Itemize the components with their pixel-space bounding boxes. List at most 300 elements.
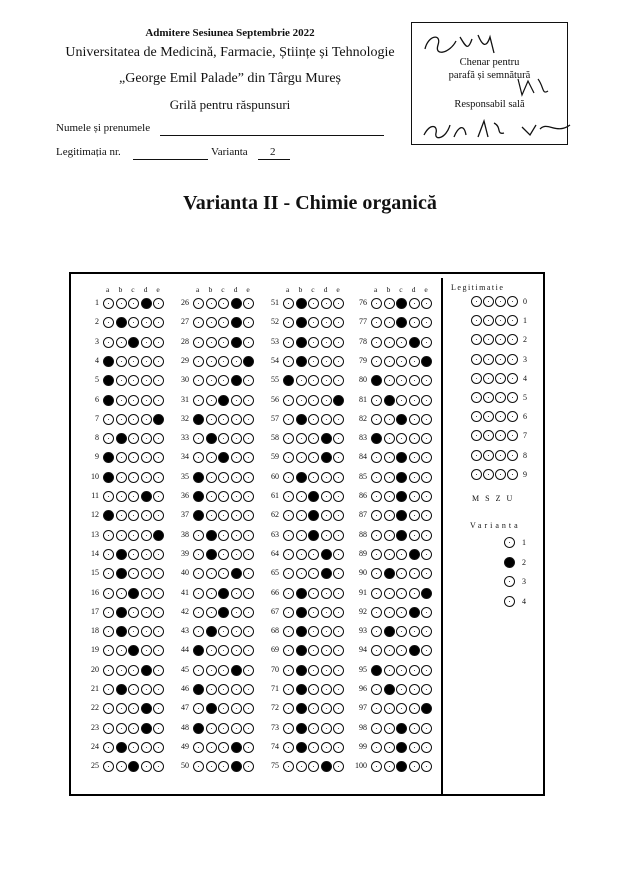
answer-bubble-filled[interactable] [116, 317, 127, 328]
answer-bubble[interactable] [116, 414, 127, 425]
answer-bubble[interactable] [409, 588, 420, 599]
answer-bubble[interactable] [396, 356, 407, 367]
answer-bubble-filled[interactable] [116, 626, 127, 637]
answer-bubble-filled[interactable] [396, 414, 407, 425]
answer-bubble[interactable] [321, 665, 332, 676]
answer-bubble-filled[interactable] [103, 395, 114, 406]
answer-bubble[interactable] [218, 549, 229, 560]
answer-bubble[interactable] [384, 703, 395, 714]
answer-bubble-filled[interactable] [141, 723, 152, 734]
answer-bubble[interactable] [283, 298, 294, 309]
answer-bubble[interactable] [141, 395, 152, 406]
answer-bubble[interactable] [128, 414, 139, 425]
answer-bubble[interactable] [371, 742, 382, 753]
answer-bubble[interactable] [371, 588, 382, 599]
answer-bubble[interactable] [409, 723, 420, 734]
answer-bubble[interactable] [141, 761, 152, 772]
answer-bubble[interactable] [296, 433, 307, 444]
answer-bubble[interactable] [141, 568, 152, 579]
answer-bubble[interactable] [396, 337, 407, 348]
answer-bubble[interactable] [193, 395, 204, 406]
answer-bubble[interactable] [421, 337, 432, 348]
answer-bubble[interactable] [193, 665, 204, 676]
answer-bubble[interactable] [218, 337, 229, 348]
answer-bubble[interactable] [231, 723, 242, 734]
answer-bubble[interactable] [308, 723, 319, 734]
answer-bubble[interactable] [283, 414, 294, 425]
answer-bubble[interactable] [141, 472, 152, 483]
answer-bubble[interactable] [421, 395, 432, 406]
answer-bubble[interactable] [153, 395, 164, 406]
answer-bubble[interactable] [206, 665, 217, 676]
answer-bubble[interactable] [333, 723, 344, 734]
name-field[interactable] [160, 135, 384, 136]
answer-bubble[interactable] [283, 530, 294, 541]
answer-bubble-filled[interactable] [231, 568, 242, 579]
answer-bubble[interactable] [283, 588, 294, 599]
answer-bubble-filled[interactable] [296, 356, 307, 367]
answer-bubble[interactable] [206, 684, 217, 695]
answer-bubble-filled[interactable] [321, 433, 332, 444]
answer-bubble-filled[interactable] [396, 742, 407, 753]
answer-bubble-filled[interactable] [421, 588, 432, 599]
answer-bubble[interactable] [141, 530, 152, 541]
legitimatie-bubble[interactable] [495, 354, 506, 365]
answer-bubble[interactable] [321, 356, 332, 367]
answer-bubble[interactable] [231, 395, 242, 406]
answer-bubble-filled[interactable] [141, 298, 152, 309]
answer-bubble[interactable] [128, 549, 139, 560]
answer-bubble[interactable] [283, 684, 294, 695]
legitimatie-bubble[interactable] [495, 392, 506, 403]
answer-bubble[interactable] [384, 452, 395, 463]
answer-bubble[interactable] [206, 723, 217, 734]
answer-bubble[interactable] [384, 491, 395, 502]
answer-bubble-filled[interactable] [296, 414, 307, 425]
answer-bubble[interactable] [206, 452, 217, 463]
answer-bubble[interactable] [116, 588, 127, 599]
answer-bubble[interactable] [321, 607, 332, 618]
answer-bubble[interactable] [371, 491, 382, 502]
answer-bubble[interactable] [128, 356, 139, 367]
answer-bubble[interactable] [116, 665, 127, 676]
answer-bubble-filled[interactable] [116, 684, 127, 695]
legitimatie-bubble[interactable] [507, 450, 518, 461]
answer-bubble[interactable] [116, 510, 127, 521]
answer-bubble-filled[interactable] [116, 568, 127, 579]
answer-bubble[interactable] [384, 761, 395, 772]
answer-bubble-filled[interactable] [193, 684, 204, 695]
answer-bubble-filled[interactable] [206, 626, 217, 637]
answer-bubble[interactable] [116, 491, 127, 502]
answer-bubble[interactable] [231, 588, 242, 599]
answer-bubble[interactable] [128, 472, 139, 483]
answer-bubble[interactable] [321, 684, 332, 695]
answer-bubble[interactable] [206, 491, 217, 502]
answer-bubble[interactable] [384, 742, 395, 753]
answer-bubble[interactable] [153, 588, 164, 599]
answer-bubble-filled[interactable] [231, 298, 242, 309]
answer-bubble[interactable] [421, 530, 432, 541]
answer-bubble[interactable] [116, 395, 127, 406]
answer-bubble-filled[interactable] [193, 723, 204, 734]
answer-bubble[interactable] [116, 761, 127, 772]
answer-bubble[interactable] [384, 414, 395, 425]
answer-bubble[interactable] [396, 395, 407, 406]
answer-bubble[interactable] [193, 530, 204, 541]
answer-bubble[interactable] [283, 395, 294, 406]
answer-bubble[interactable] [384, 549, 395, 560]
answer-bubble[interactable] [193, 298, 204, 309]
answer-bubble-filled[interactable] [321, 549, 332, 560]
answer-bubble[interactable] [128, 607, 139, 618]
varianta-bubble[interactable] [504, 596, 515, 607]
answer-bubble-filled[interactable] [296, 742, 307, 753]
answer-bubble[interactable] [283, 337, 294, 348]
legitimatie-bubble[interactable] [483, 469, 494, 480]
answer-bubble[interactable] [409, 298, 420, 309]
answer-bubble[interactable] [308, 607, 319, 618]
answer-bubble[interactable] [206, 742, 217, 753]
varianta-bubble[interactable] [504, 576, 515, 587]
answer-bubble[interactable] [218, 530, 229, 541]
answer-bubble[interactable] [321, 395, 332, 406]
answer-bubble[interactable] [206, 317, 217, 328]
answer-bubble[interactable] [308, 337, 319, 348]
answer-bubble-filled[interactable] [321, 761, 332, 772]
answer-bubble-filled[interactable] [206, 530, 217, 541]
answer-bubble[interactable] [296, 549, 307, 560]
answer-bubble-filled[interactable] [296, 472, 307, 483]
answer-bubble[interactable] [218, 742, 229, 753]
answer-bubble[interactable] [421, 723, 432, 734]
answer-bubble-filled[interactable] [116, 549, 127, 560]
answer-bubble-filled[interactable] [231, 742, 242, 753]
answer-bubble[interactable] [321, 742, 332, 753]
answer-bubble[interactable] [409, 414, 420, 425]
answer-bubble[interactable] [296, 395, 307, 406]
answer-bubble[interactable] [103, 298, 114, 309]
varianta-bubble-selected[interactable] [504, 557, 515, 568]
answer-bubble-filled[interactable] [409, 337, 420, 348]
answer-bubble-filled[interactable] [206, 549, 217, 560]
answer-bubble[interactable] [371, 549, 382, 560]
answer-bubble[interactable] [116, 472, 127, 483]
answer-bubble[interactable] [321, 414, 332, 425]
answer-bubble[interactable] [141, 433, 152, 444]
answer-bubble[interactable] [206, 356, 217, 367]
answer-bubble-filled[interactable] [384, 684, 395, 695]
answer-bubble[interactable] [396, 588, 407, 599]
answer-bubble[interactable] [141, 588, 152, 599]
legitimatie-bubble[interactable] [507, 354, 518, 365]
answer-bubble[interactable] [243, 530, 254, 541]
answer-bubble[interactable] [206, 588, 217, 599]
answer-bubble-filled[interactable] [116, 742, 127, 753]
answer-bubble[interactable] [384, 510, 395, 521]
answer-bubble[interactable] [116, 452, 127, 463]
answer-bubble[interactable] [308, 588, 319, 599]
answer-bubble[interactable] [103, 684, 114, 695]
answer-bubble[interactable] [308, 665, 319, 676]
answer-bubble-filled[interactable] [193, 491, 204, 502]
answer-bubble[interactable] [116, 337, 127, 348]
answer-bubble-filled[interactable] [193, 414, 204, 425]
answer-bubble[interactable] [193, 607, 204, 618]
answer-bubble-filled[interactable] [333, 395, 344, 406]
answer-bubble[interactable] [333, 588, 344, 599]
answer-bubble[interactable] [231, 549, 242, 560]
answer-bubble[interactable] [141, 337, 152, 348]
legitimatie-bubble[interactable] [483, 354, 494, 365]
answer-bubble[interactable] [371, 414, 382, 425]
answer-bubble[interactable] [231, 414, 242, 425]
answer-bubble[interactable] [103, 607, 114, 618]
answer-bubble-filled[interactable] [231, 375, 242, 386]
answer-bubble[interactable] [409, 626, 420, 637]
legitimatie-bubble[interactable] [471, 354, 482, 365]
answer-bubble-filled[interactable] [396, 723, 407, 734]
answer-bubble[interactable] [283, 607, 294, 618]
answer-bubble[interactable] [409, 742, 420, 753]
answer-bubble[interactable] [206, 414, 217, 425]
answer-bubble[interactable] [396, 665, 407, 676]
answer-bubble[interactable] [218, 472, 229, 483]
answer-bubble[interactable] [308, 472, 319, 483]
answer-bubble[interactable] [333, 337, 344, 348]
answer-bubble[interactable] [283, 742, 294, 753]
answer-bubble[interactable] [321, 723, 332, 734]
answer-bubble-filled[interactable] [218, 588, 229, 599]
answer-bubble-filled[interactable] [296, 337, 307, 348]
legitimatie-bubble[interactable] [471, 373, 482, 384]
answer-bubble-filled[interactable] [409, 549, 420, 560]
answer-bubble-filled[interactable] [296, 607, 307, 618]
answer-bubble[interactable] [283, 723, 294, 734]
answer-bubble[interactable] [384, 298, 395, 309]
answer-bubble-filled[interactable] [296, 703, 307, 714]
answer-bubble[interactable] [409, 665, 420, 676]
answer-bubble[interactable] [321, 530, 332, 541]
answer-bubble[interactable] [116, 530, 127, 541]
answer-bubble[interactable] [409, 356, 420, 367]
answer-bubble[interactable] [128, 723, 139, 734]
answer-bubble-filled[interactable] [103, 472, 114, 483]
answer-bubble[interactable] [321, 491, 332, 502]
answer-bubble[interactable] [371, 607, 382, 618]
answer-bubble[interactable] [321, 375, 332, 386]
answer-bubble[interactable] [409, 433, 420, 444]
answer-bubble-filled[interactable] [321, 568, 332, 579]
answer-bubble[interactable] [409, 375, 420, 386]
answer-bubble[interactable] [384, 356, 395, 367]
answer-bubble[interactable] [333, 530, 344, 541]
varianta-bubble[interactable] [504, 537, 515, 548]
answer-bubble-filled[interactable] [231, 761, 242, 772]
answer-bubble-filled[interactable] [231, 665, 242, 676]
answer-bubble-filled[interactable] [384, 568, 395, 579]
answer-bubble-filled[interactable] [218, 607, 229, 618]
answer-bubble-filled[interactable] [384, 395, 395, 406]
answer-bubble[interactable] [243, 588, 254, 599]
answer-bubble[interactable] [141, 742, 152, 753]
legitimatie-bubble[interactable] [471, 392, 482, 403]
answer-bubble-filled[interactable] [141, 491, 152, 502]
answer-bubble[interactable] [231, 472, 242, 483]
answer-bubble[interactable] [296, 530, 307, 541]
answer-bubble[interactable] [231, 356, 242, 367]
answer-bubble[interactable] [103, 491, 114, 502]
legitimatie-bubble[interactable] [495, 450, 506, 461]
answer-bubble[interactable] [371, 723, 382, 734]
answer-bubble[interactable] [231, 626, 242, 637]
answer-bubble[interactable] [193, 742, 204, 753]
legitimatie-bubble[interactable] [483, 450, 494, 461]
answer-bubble[interactable] [384, 723, 395, 734]
legitimatie-bubble[interactable] [507, 392, 518, 403]
answer-bubble-filled[interactable] [116, 433, 127, 444]
answer-bubble[interactable] [116, 298, 127, 309]
answer-bubble[interactable] [206, 298, 217, 309]
answer-bubble[interactable] [371, 472, 382, 483]
answer-bubble[interactable] [409, 761, 420, 772]
legitimatie-bubble[interactable] [507, 469, 518, 480]
answer-bubble[interactable] [396, 549, 407, 560]
answer-bubble[interactable] [371, 684, 382, 695]
answer-bubble[interactable] [231, 684, 242, 695]
answer-bubble[interactable] [321, 588, 332, 599]
answer-bubble[interactable] [103, 414, 114, 425]
answer-bubble[interactable] [231, 607, 242, 618]
answer-bubble[interactable] [283, 356, 294, 367]
answer-bubble[interactable] [206, 645, 217, 656]
answer-bubble[interactable] [218, 356, 229, 367]
answer-bubble[interactable] [141, 549, 152, 560]
answer-bubble-filled[interactable] [103, 356, 114, 367]
answer-bubble[interactable] [371, 337, 382, 348]
answer-bubble[interactable] [116, 645, 127, 656]
answer-bubble[interactable] [243, 723, 254, 734]
answer-bubble[interactable] [193, 549, 204, 560]
answer-bubble[interactable] [308, 414, 319, 425]
answer-bubble[interactable] [218, 723, 229, 734]
answer-bubble[interactable] [308, 742, 319, 753]
legitimatie-bubble[interactable] [471, 296, 482, 307]
answer-bubble-filled[interactable] [384, 626, 395, 637]
legitimatie-bubble[interactable] [507, 373, 518, 384]
answer-bubble[interactable] [193, 337, 204, 348]
answer-bubble-filled[interactable] [141, 665, 152, 676]
answer-bubble[interactable] [296, 510, 307, 521]
answer-bubble[interactable] [384, 433, 395, 444]
answer-bubble[interactable] [396, 607, 407, 618]
answer-bubble-filled[interactable] [396, 472, 407, 483]
answer-bubble[interactable] [206, 568, 217, 579]
answer-bubble[interactable] [296, 761, 307, 772]
answer-bubble[interactable] [384, 588, 395, 599]
answer-bubble[interactable] [206, 375, 217, 386]
answer-bubble[interactable] [321, 298, 332, 309]
answer-bubble[interactable] [384, 665, 395, 676]
legitimatie-bubble[interactable] [507, 296, 518, 307]
answer-bubble[interactable] [116, 375, 127, 386]
answer-bubble[interactable] [141, 626, 152, 637]
answer-bubble[interactable] [116, 723, 127, 734]
answer-bubble[interactable] [141, 375, 152, 386]
answer-bubble[interactable] [206, 607, 217, 618]
answer-bubble-filled[interactable] [296, 723, 307, 734]
id-field[interactable] [133, 159, 208, 160]
legitimatie-bubble[interactable] [495, 469, 506, 480]
legitimatie-bubble[interactable] [483, 296, 494, 307]
answer-bubble-filled[interactable] [193, 472, 204, 483]
answer-bubble[interactable] [103, 530, 114, 541]
answer-bubble[interactable] [384, 607, 395, 618]
answer-bubble[interactable] [206, 395, 217, 406]
answer-bubble[interactable] [371, 395, 382, 406]
answer-bubble[interactable] [409, 491, 420, 502]
answer-bubble[interactable] [141, 356, 152, 367]
answer-bubble[interactable] [231, 491, 242, 502]
answer-bubble[interactable] [231, 433, 242, 444]
answer-bubble[interactable] [153, 723, 164, 734]
answer-bubble-filled[interactable] [296, 298, 307, 309]
answer-bubble[interactable] [193, 588, 204, 599]
answer-bubble[interactable] [243, 395, 254, 406]
answer-bubble-filled[interactable] [409, 607, 420, 618]
answer-bubble[interactable] [218, 414, 229, 425]
answer-bubble[interactable] [231, 530, 242, 541]
answer-bubble[interactable] [103, 549, 114, 560]
answer-bubble[interactable] [283, 665, 294, 676]
answer-bubble[interactable] [296, 568, 307, 579]
answer-bubble-filled[interactable] [128, 337, 139, 348]
answer-bubble-filled[interactable] [296, 317, 307, 328]
answer-bubble[interactable] [103, 337, 114, 348]
answer-bubble[interactable] [206, 761, 217, 772]
answer-bubble[interactable] [409, 395, 420, 406]
answer-bubble-filled[interactable] [296, 684, 307, 695]
answer-bubble[interactable] [321, 472, 332, 483]
answer-bubble[interactable] [128, 395, 139, 406]
answer-bubble[interactable] [243, 337, 254, 348]
answer-bubble[interactable] [384, 317, 395, 328]
answer-bubble[interactable] [141, 607, 152, 618]
answer-bubble-filled[interactable] [296, 626, 307, 637]
answer-bubble[interactable] [283, 472, 294, 483]
variant-field[interactable] [258, 159, 290, 160]
answer-bubble-filled[interactable] [218, 395, 229, 406]
answer-bubble[interactable] [206, 337, 217, 348]
answer-bubble[interactable] [308, 395, 319, 406]
answer-bubble-filled[interactable] [153, 530, 164, 541]
answer-bubble[interactable] [384, 530, 395, 541]
legitimatie-bubble[interactable] [471, 469, 482, 480]
answer-bubble[interactable] [103, 588, 114, 599]
answer-bubble[interactable] [141, 414, 152, 425]
answer-bubble-filled[interactable] [128, 588, 139, 599]
legitimatie-bubble[interactable] [471, 450, 482, 461]
answer-bubble[interactable] [206, 472, 217, 483]
answer-bubble-filled[interactable] [308, 530, 319, 541]
answer-bubble[interactable] [321, 337, 332, 348]
answer-bubble[interactable] [371, 530, 382, 541]
answer-bubble[interactable] [283, 491, 294, 502]
answer-bubble-filled[interactable] [396, 530, 407, 541]
answer-bubble[interactable] [384, 472, 395, 483]
answer-bubble[interactable] [193, 356, 204, 367]
answer-bubble[interactable] [296, 452, 307, 463]
